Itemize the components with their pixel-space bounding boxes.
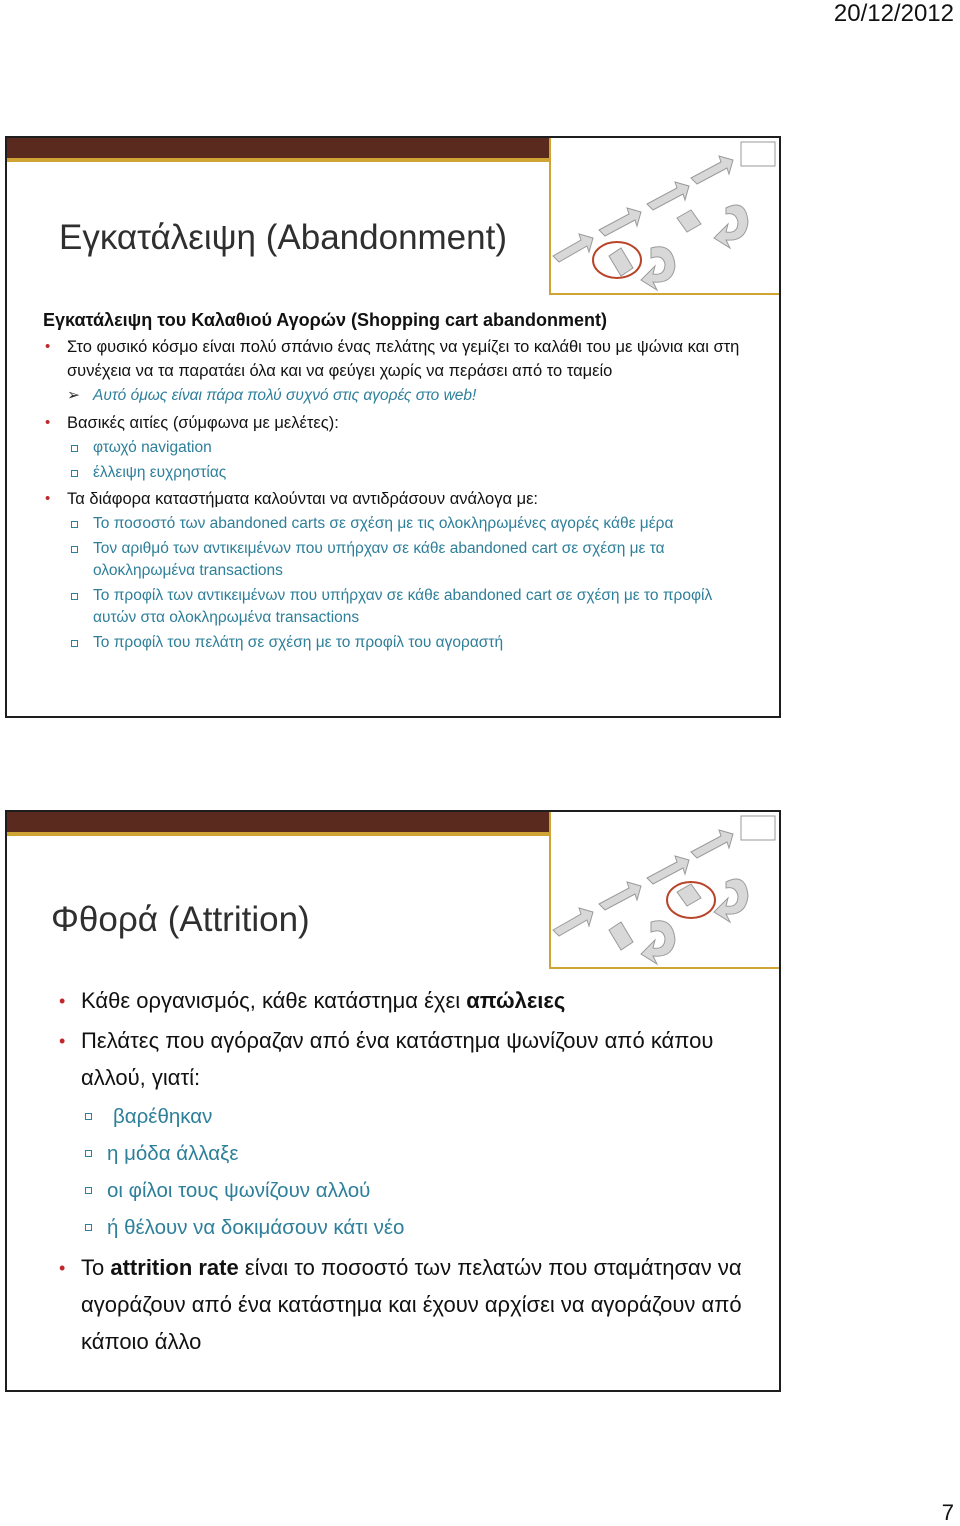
box-trust [741,816,775,840]
bullet-icon: • [45,338,51,355]
sub-text: Το προφίλ των αντικειμένων που υπήρχαν σε κάθε abandoned cart σε σχέση με το προφίλ αυτών στα ολοκληρωμένα transactions [93,587,713,626]
arrow-bullet-icon: ➢ [67,387,80,404]
square-bullet-icon [85,1113,92,1120]
note-item [67,385,743,407]
sub-list [67,437,743,484]
bullet-text: Κάθε οργανισμός, κάθε κατάστημα έχει [81,988,467,1013]
slide-body [57,982,747,1363]
sub-text: Το προφίλ του πελάτη σε σχέση με το προφίλ του αγοραστή [93,634,504,651]
slide-attrition [5,810,781,1392]
bullet-bold-text: attrition rate [110,1255,239,1280]
sub-text: ή θέλουν να δοκιμάσουν κάτι νέο [107,1216,405,1239]
sub-text: οι φίλοι τους ψωνίζουν αλλού [107,1179,371,1202]
process-diagram-thumbnail [549,812,779,969]
bullet-bold-text: απώλειες [466,988,566,1013]
sub-list-item [67,632,743,654]
bullet-text: Βασικές αιτίες (σύμφωνα με μελέτες): [67,414,339,432]
sub-text: Το ποσοστό των abandoned carts σε σχέση με τις ολοκληρωμένες αγορές κάθε μέρα [93,515,674,532]
square-bullet-icon [71,445,78,452]
list-item [43,411,743,484]
sub-text: βαρέθηκαν [113,1105,213,1128]
square-bullet-icon [71,593,78,600]
page-date: 20/12/2012 [833,0,954,27]
bullet-text: Στο φυσικό κόσμο είναι πολύ σπάνιο ένας πελάτης να γεμίζει το καλάθι του με ψώνια και στη συνέχεια να τα παρατάει όλα και να φεύγει χωρίς να περάσει από το ταμείο [67,338,740,380]
sub-list [67,513,743,654]
sub-list-item [67,585,743,629]
slide-title: Εγκατάλειψη (Abandonment) [59,218,507,257]
sub-list [81,1098,747,1246]
sub-list-item [67,538,743,582]
square-bullet-icon [71,640,78,647]
sub-list-item [81,1135,747,1172]
sub-list-item [81,1098,747,1135]
box-trust [741,142,775,166]
slide-title: Φθορά (Attrition) [51,900,310,939]
bullet-icon: • [45,490,51,507]
process-diagram-thumbnail [549,138,779,295]
bullet-icon: • [59,1258,66,1278]
slide-body [43,310,743,657]
list-item [57,1022,747,1246]
sub-text: φτωχό navigation [93,439,212,456]
sub-list-item [67,437,743,459]
bullet-list [43,335,743,654]
bullet-text-suffix: είναι το ποσοστό των πελατών που σταμάτησαν να αγοράζουν από ένα κατάστημα και έχουν αρχίσει να αγοράζουν από κάποιο άλλο [81,1255,742,1354]
sub-list-item [67,513,743,535]
arrow-stairs-graphic [551,138,779,293]
sub-list-item [81,1172,747,1209]
note-text: Αυτό όμως είναι πάρα πολύ συχνό στις αγορές στο web! [93,387,477,404]
list-item [57,1249,747,1360]
bullet-text: Το [81,1255,111,1280]
square-bullet-icon [85,1224,92,1231]
bullet-icon: • [59,1031,66,1051]
list-item [43,487,743,654]
square-bullet-icon [71,546,78,553]
arrow-stairs-graphic [551,812,779,967]
list-item [43,335,743,407]
bullet-icon: • [59,991,66,1011]
square-bullet-icon [85,1150,92,1157]
square-bullet-icon [71,470,78,477]
sub-text: έλλειψη ευχρηστίας [93,464,227,481]
bullet-text: Τα διάφορα καταστήματα καλούνται να αντιδράσουν ανάλογα με: [67,490,539,508]
bullet-text: Πελάτες που αγόραζαν από ένα κατάστημα ψωνίζουν από κάπου αλλού, γιατί: [81,1028,714,1090]
subheading: Εγκατάλειψη του Καλαθιού Αγορών (Shopping cart abandonment) [43,310,607,330]
sub-text: η μόδα άλλαξε [107,1142,239,1165]
page-number: 7 [941,1500,954,1525]
slide-top-bar [7,138,552,162]
bullet-list [57,982,747,1360]
sub-list-item [81,1209,747,1246]
list-item [57,982,747,1019]
square-bullet-icon [71,521,78,528]
sub-text: Τον αριθμό των αντικειμένων που υπήρχαν σε κάθε abandoned cart σε σχέση με τα ολοκληρωμένα transactions [93,540,665,579]
slide-abandonment [5,136,781,718]
square-bullet-icon [85,1187,92,1194]
slide-top-bar [7,812,552,836]
sub-list-item [67,462,743,484]
bullet-icon: • [45,414,51,431]
